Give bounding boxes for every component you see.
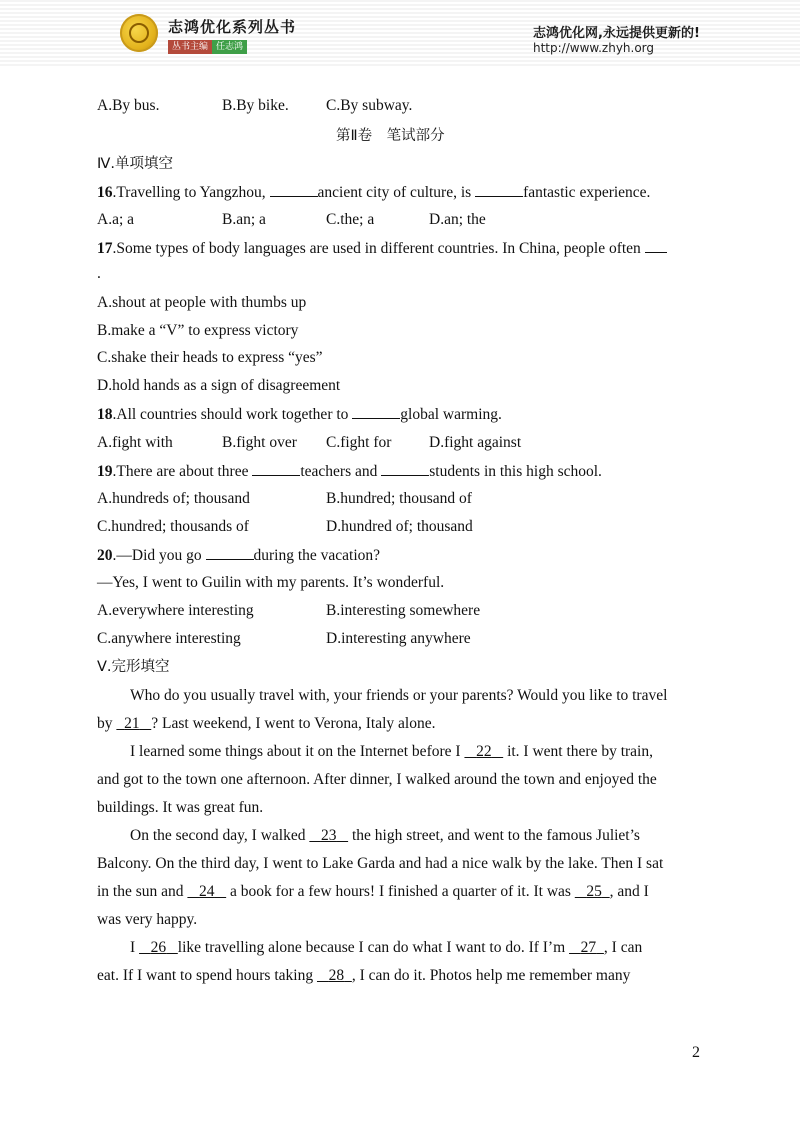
question-number: 17 [97,240,113,257]
answer-blank[interactable] [206,545,254,560]
answer-blank[interactable] [252,461,300,476]
q19-option-c: C.hundred; thousands of [97,518,249,535]
question-text: .—Did you go [112,547,206,564]
answer-blank[interactable] [645,238,667,253]
q16-option-c: C.the; a [326,211,375,228]
cloze-line [130,826,640,846]
question-text: .There are about three [112,463,253,480]
cloze-line [97,966,630,986]
part-4-title: Ⅳ.单项填空 [97,156,173,172]
section-2-title: 第Ⅱ卷 笔试部分 [336,128,445,144]
q15-option-b: B.By bike. [222,97,289,114]
question-text: .All countries should work together to [112,406,353,423]
cloze-text: ? Last weekend, I went to Verona, Italy alone. [151,715,436,732]
part-5-title: Ⅴ.完形填空 [97,659,170,675]
editor-name: 任志鸿 [212,40,247,54]
cloze-blank-25[interactable]: 25 [586,883,602,900]
question-17 [97,238,667,259]
page-header [0,0,800,68]
question-number: 20 [97,547,113,564]
q17-option-b: B.make a “V” to express victory [97,322,299,339]
q17-option-d: D.hold hands as a sign of disagreement [97,377,341,394]
cloze-text: , I can do it. Photos help me remember many [351,967,631,984]
answer-blank[interactable] [352,404,400,419]
q20-option-b: B.interesting somewhere [326,602,481,619]
question-text: ancient city of culture, is [317,184,476,201]
answer-blank[interactable] [475,182,523,197]
cloze-text: I [130,939,140,956]
cloze-blank-22[interactable]: 22 [476,743,492,760]
editor-label: 丛书主编 [168,40,212,54]
cloze-blank-23[interactable]: 23 [320,827,337,844]
q16-option-d: D.an; the [429,211,486,228]
cloze-blank-27[interactable]: 27 [580,939,597,956]
question-17-end: . [97,265,101,282]
cloze-text: I learned some things about it on the Internet before I [130,743,465,760]
q16-option-a: A.a; a [97,211,135,228]
cloze-text: , I can [603,939,643,956]
publisher-logo-icon [120,14,158,52]
cloze-line [130,742,653,762]
cloze-blank-21[interactable]: 21 [124,715,140,732]
question-number: 19 [97,463,113,480]
cloze-blank-28[interactable]: 28 [328,967,345,984]
q19-option-b: B.hundred; thousand of [326,490,472,507]
q16-option-b: B.an; a [222,211,266,228]
cloze-blank-24[interactable]: 24 [199,883,215,900]
cloze-line: and got to the town one afternoon. After dinner, I walked around the town and enjoyed the [97,771,657,788]
cloze-line: buildings. It was great fun. [97,799,264,816]
q19-option-a: A.hundreds of; thousand [97,490,250,507]
cloze-text: the high street, and went to the famous Juliet’s [348,827,640,844]
question-16 [97,182,650,203]
q20-option-c: C.anywhere interesting [97,630,241,647]
question-20 [97,545,380,566]
question-text: teachers and [300,463,382,480]
question-text: .Travelling to Yangzhou, [112,184,270,201]
q18-option-b: B.fight over [222,434,297,451]
site-url[interactable]: http://www.zhyh.org [533,41,655,55]
question-18 [97,404,502,425]
answer-blank[interactable] [270,182,318,197]
q15-option-c: C.By subway. [326,97,413,114]
cloze-text: it. I went there by train, [503,743,653,760]
question-text: fantastic experience. [523,184,651,201]
cloze-line: was very happy. [97,911,198,928]
q20-option-a: A.everywhere interesting [97,602,254,619]
cloze-text: like travelling alone because I can do what I want to do. If I’m [177,939,570,956]
cloze-text: by [97,715,117,732]
q17-option-a: A.shout at people with thumbs up [97,294,307,311]
site-slogan: 志鸿优化网,永远提供更新的! [533,26,700,41]
cloze-line [97,714,435,734]
question-text: .Some types of body languages are used in different countries. In China, people often [112,240,645,257]
q15-option-a: A.By bus. [97,97,160,114]
cloze-text: in the sun and [97,883,188,900]
cloze-text: eat. If I want to spend hours taking [97,967,317,984]
question-text: global warming. [400,406,502,423]
cloze-text: a book for a few hours! I finished a quarter of it. It was [226,883,575,900]
q18-option-a: A.fight with [97,434,173,451]
cloze-line [130,938,642,958]
cloze-text: On the second day, I walked [130,827,310,844]
q19-option-d: D.hundred of; thousand [326,518,473,535]
answer-blank[interactable] [381,461,429,476]
cloze-text: , and I [609,883,649,900]
cloze-line: Who do you usually travel with, your friends or your parents? Would you like to travel [130,687,668,704]
question-number: 16 [97,184,113,201]
question-text: students in this high school. [429,463,602,480]
q18-option-d: D.fight against [429,434,522,451]
question-19 [97,461,602,482]
question-20-reply: —Yes, I went to Guilin with my parents. It’s wonderful. [97,574,445,591]
page-number: 2 [692,1044,700,1061]
series-title: 志鸿优化系列丛书 [168,18,297,36]
editor-badge [168,40,247,54]
cloze-line: Balcony. On the third day, I went to Lake Garda and had a nice walk by the lake. Then I sat [97,855,664,872]
cloze-line [97,882,649,902]
q18-option-c: C.fight for [326,434,392,451]
q17-option-c: C.shake their heads to express “yes” [97,349,323,366]
cloze-blank-26[interactable]: 26 [150,939,167,956]
q20-option-d: D.interesting anywhere [326,630,471,647]
question-number: 18 [97,406,113,423]
question-text: during the vacation? [253,547,381,564]
